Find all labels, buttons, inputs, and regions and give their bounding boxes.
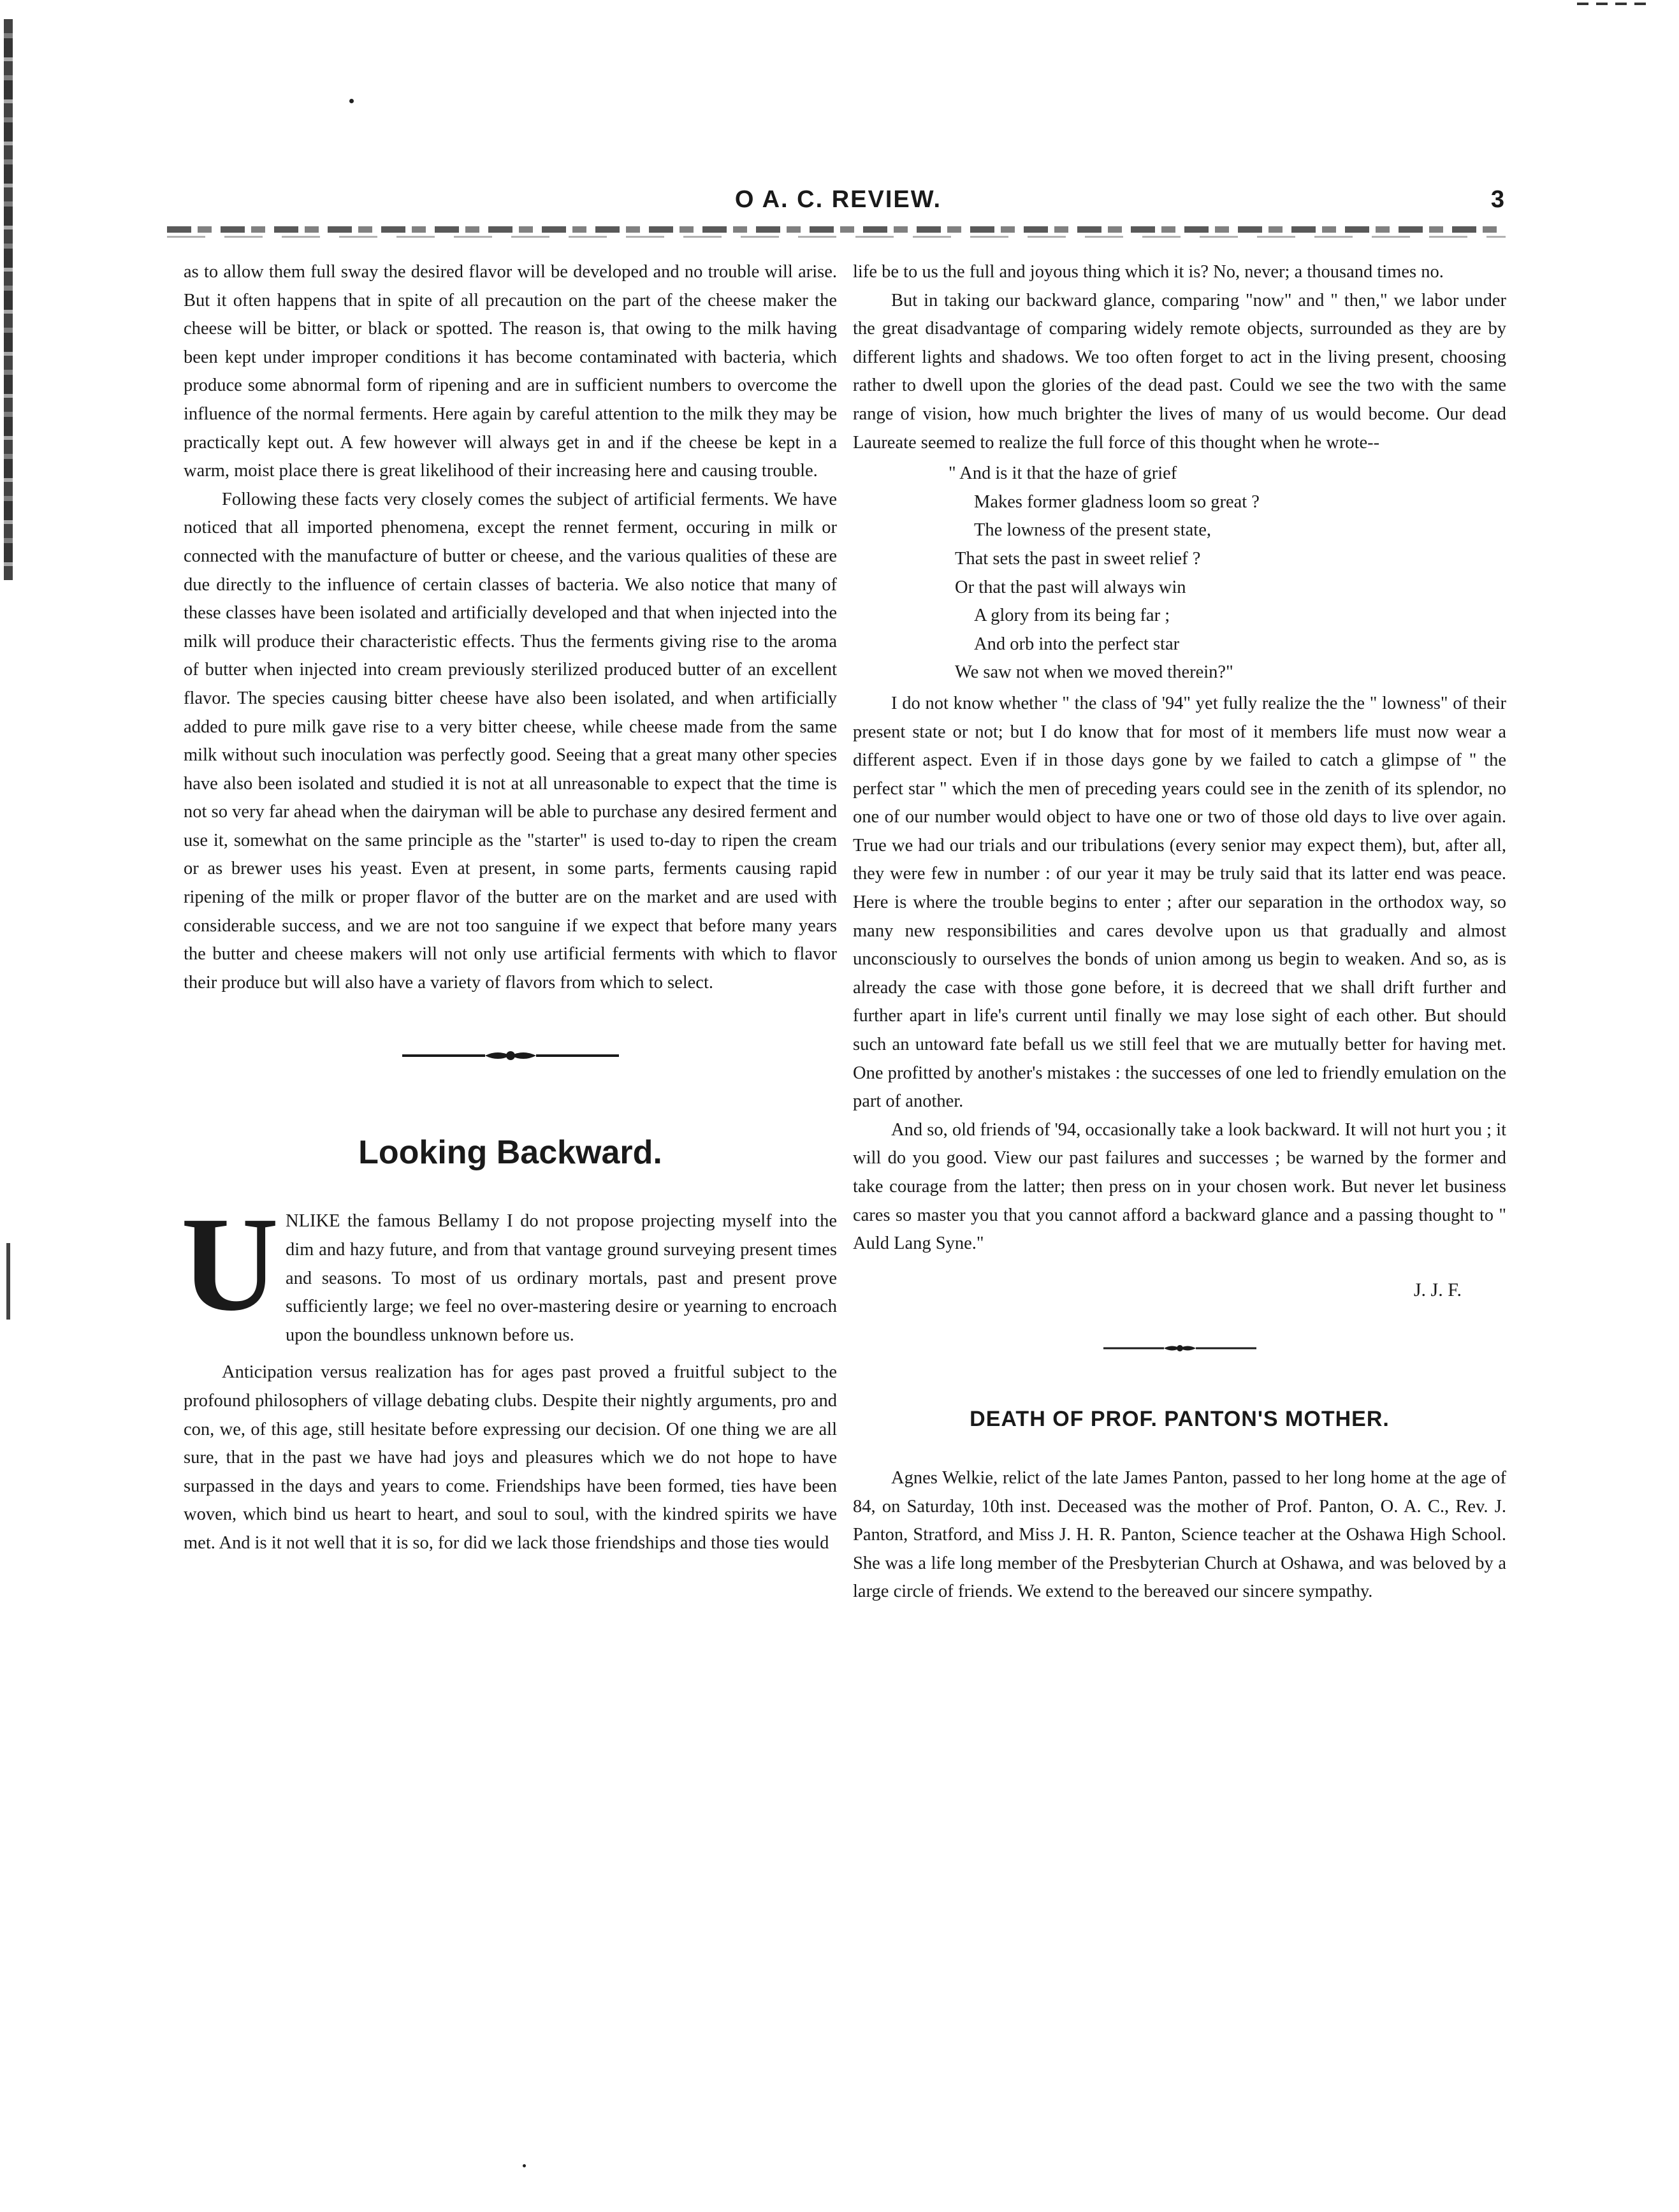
poem-line: " And is it that the haze of grief (949, 463, 1177, 484)
right-column (853, 258, 1506, 1606)
poem-line: And orb into the perfect star (974, 634, 1180, 654)
scan-speck (523, 2164, 526, 2167)
poem-line: Makes former gladness loom so great ? (974, 491, 1260, 512)
poem-quotation (853, 460, 1506, 687)
opening-text: NLIKE the famous Bellamy I do not propose projecting myself into the dim and hazy future, and from that vantage ground surveying present times and seasons. To most of us ordinary mortals, past and present prove sufficiently large; we feel no over-mastering desire or yearning to encroach upon the boundless unknown before us. (286, 1211, 837, 1345)
scan-edge-artifact (4, 19, 13, 580)
notice-title: DEATH OF PROF. PANTON'S MOTHER. (970, 1407, 1390, 1432)
paragraph-continued: life be to us the full and joyous thing which it is? No, never; a thousand times no. (853, 262, 1444, 282)
header-rule (167, 226, 1506, 233)
article-opening (181, 1189, 837, 1350)
paragraph: as to allow them full sway the desired flavor will be developed and no trouble will arise. But it often happens that in spite of all precaution on the part of the cheese maker the cheese will be bitter, or black or spotted. The reason is, that owing to the milk having been kept under improper conditions it has become contaminated with bacteria, which produce some abnormal form of ripening and are in sufficient numbers to overcome the influence of the normal ferments. Here again by careful attention to the milk they may be practically kept out. A few however will always get in and if the cheese be kept in a warm, moist place there is great likelihood of their increasing here and causing trouble. (184, 262, 837, 481)
paragraph: And so, old friends of '94, occasionally take a look backward. It will not hurt you ; it will do you good. View our past failures and successes ; be warned by the former and take courage from the latter; then press on in your chosen work. But never let business cares so master you that you cannot afford a backward glance and a passing thought to " Auld Lang Syne." (853, 1119, 1506, 1254)
journal-title: O A. C. REVIEW. (734, 186, 942, 213)
scan-edge-artifact (6, 1243, 10, 1320)
page-number: 3 (1490, 186, 1504, 213)
running-head (172, 186, 1504, 224)
ornament-divider-icon (402, 1048, 619, 1063)
poem-line: Or that the past will always win (955, 577, 1186, 597)
notice-body: Agnes Welkie, relict of the late James Panton, passed to her long home at the age of 84, on Saturday, 10th inst. Deceased was the mother of Prof. Panton, O. A. C., Rev. J. Panton, Stratford, and Miss J. H. R. Panton, Science teacher at the Oshawa High School. She was a life long member of the Presbyterian Church at Oshawa, and was beloved by a large circle of friends. We extend to the bereaved our sincere sympathy. (853, 1467, 1506, 1602)
paragraph: But in taking our backward glance, comparing "now" and " then," we labor under the great disadvantage of comparing widely remote objects, surrounded as they are by different lights and shadows. We too often forget to act in the living present, choosing rather to dwell upon the glories of the dead past. Could we see the two with the same range of vision, how much brighter the lives of many of us would become. Our dead Laureate seemed to realize the full force of this thought when he wrote-- (853, 290, 1506, 453)
article-signature: J. J. F. (1413, 1279, 1462, 1300)
left-column (181, 258, 837, 1558)
header-rule (167, 236, 1506, 238)
poem-line: That sets the past in sweet relief ? (955, 548, 1201, 569)
ornament-divider-icon (1103, 1342, 1256, 1354)
scan-speck (349, 99, 354, 103)
article-title: Looking Backward. (358, 1134, 662, 1172)
paragraph: I do not know whether " the class of '94" yet fully realize the the " lowness" of their present state or not; but I do know that for most of it members life must now wear a different aspect. Even if in those days gone by we failed to catch a glimpse of " the perfect star " which the men of preceding years could see in the zenith of its splendor, no one of our number would object to have one or two of those old days to live over again. True we had our trials and our tribulations (every senior may expect them), but, after all, they were few in number : of our year it may be truly said that its latter end was peace. Here is where the trouble begins to enter ; after our separation in the orthodox way, so many new responsibilities and cares devolve upon us that gradually and almost unconsciously to ourselves the bonds of union among us begin to weaken. And so, as is already the case with those gone before, it is decreed that we shall drift further and further apart in life's current until finally we may lose sight of each other. But should such an untoward fate befall us we still feel that we are mutually better for having met. One profitted by another's mistakes : the successes of one led to friendly emulation on the part of another. (853, 693, 1506, 1112)
poem-line: The lowness of the present state, (974, 520, 1211, 541)
poem-line: A glory from its being far ; (974, 606, 1170, 626)
scan-corner-artifact (1577, 3, 1654, 5)
paragraph: Following these facts very closely comes the subject of artificial ferments. We have noticed that all imported phenomena, except the rennet ferment, occuring in milk or connected with the manufacture of butter or cheese, and the various qualities of these are due directly to the influence of certain classes of bacteria. We also notice that many of these classes have been isolated and artificially developed and that when injected into the milk will produce their characteristic effects. Thus the ferments giving rise to the aroma of butter when injected into cream previously sterilized produced butter of an excellent flavor. The species causing bitter cheese have also been isolated, and when artificially added to pure milk gave rise to a very bitter cheese, while cheese made from the same milk without such inoculation was perfectly good. Seeing that a great many other species have also been isolated and studied it is not at all unreasonable to expect that the time is not so very far ahead when the dairyman will be able to purchase any desired ferment and use it, somewhat on the same principle as the "starter" is used to-day to ripen the cream or as brewer uses his yeast. Even at present, in some parts, ferments causing rapid ripening of the milk or proper flavor of the butter are on the market and are used with considerable success, and we are not too sanguine if we expect that before many years the butter and cheese makers will not only use artificial ferments with which to flavor their produce but will also have a variety of flavors from which to select. (184, 489, 837, 993)
paragraph: Anticipation versus realization has for ages past proved a fruitful subject to the profound philosophers of village debating clubs. Despite their nightly arguments, pro and con, we, of this age, still hesitate before expressing our decision. Of one thing we are all sure, that in the past we have had joys and pleasures which we do not hope to have surpassed in the days and years to come. Friendships have been formed, ties have been woven, which bind us heart to heart, and soul to soul, with the kindred spirits we have met. And is it not well that it is so, for did we lack those friendships and those ties would (184, 1362, 837, 1553)
drop-cap: U (181, 1189, 279, 1339)
poem-line: We saw not when we moved therein?" (955, 662, 1233, 683)
